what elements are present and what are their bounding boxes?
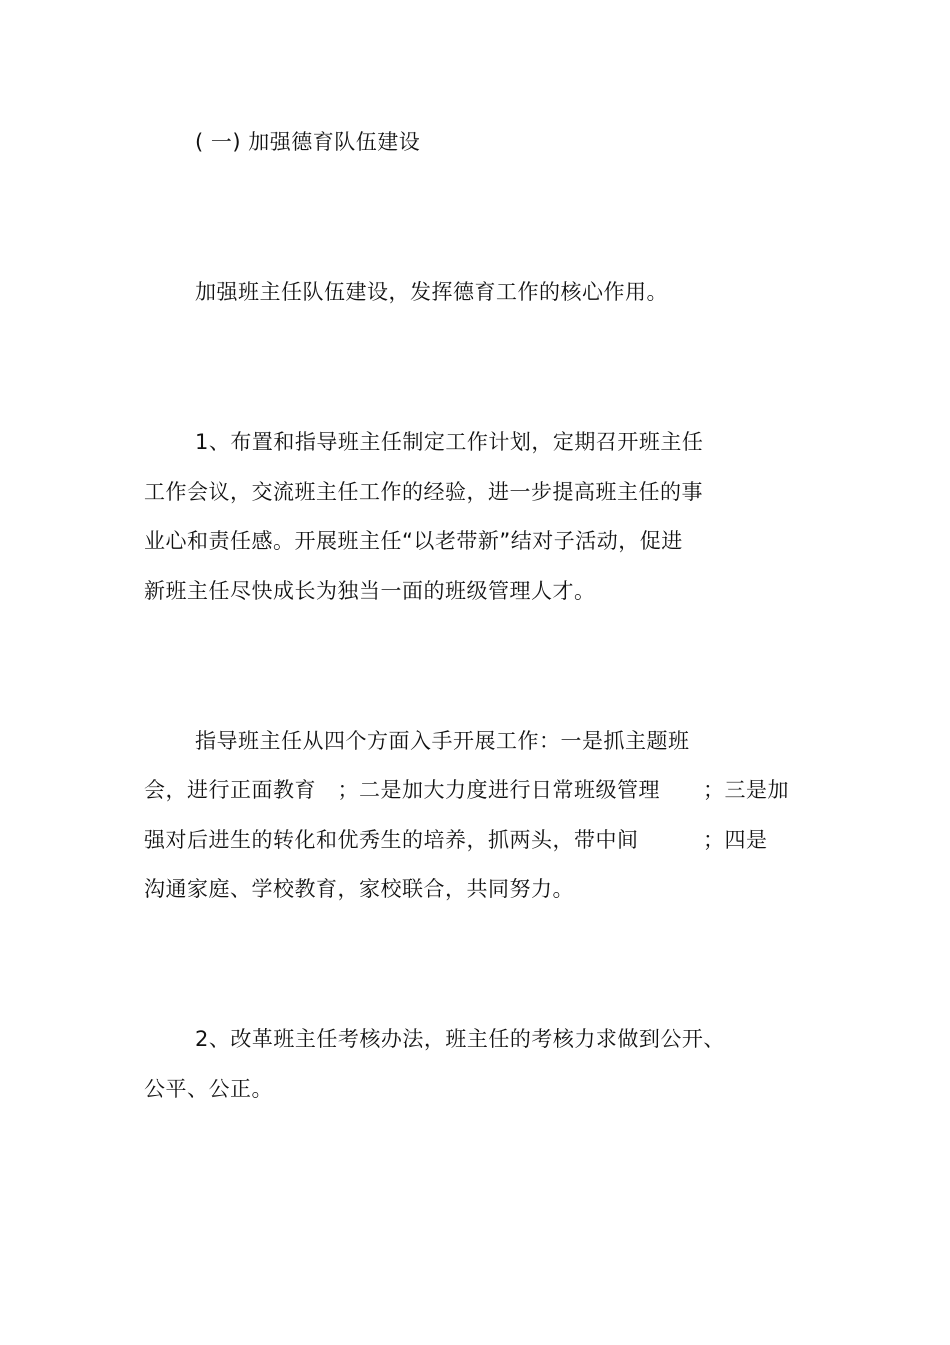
paragraph-2-line-2: 会，进行正面教育 ；二是加大力度进行日常班级管理 ；三是加	[144, 778, 789, 802]
paragraph-1-line-2: 工作会议，交流班主任工作的经验，进一步提高班主任的事	[144, 480, 703, 504]
paragraph-1-line-1: 1、布置和指导班主任制定工作计划，定期召开班主任	[195, 430, 704, 454]
paragraph-2-line-1: 指导班主任从四个方面入手开展工作：一是抓主题班	[195, 729, 690, 753]
intro-paragraph: 加强班主任队伍建设，发挥德育工作的核心作用。	[195, 280, 668, 304]
paragraph-2-line-4: 沟通家庭、学校教育，家校联合，共同努力。	[144, 877, 574, 901]
paragraph-1-line-4: 新班主任尽快成长为独当一面的班级管理人才。	[144, 579, 596, 603]
paragraph-3-line-1: 2、改革班主任考核办法，班主任的考核力求做到公开、	[195, 1027, 725, 1051]
paragraph-2-line-3: 强对后进生的转化和优秀生的培养，抓两头，带中间 ；四是	[144, 828, 768, 852]
paragraph-3-line-2: 公平、公正。	[144, 1077, 273, 1101]
section-heading: ( 一) 加强德育队伍建设	[195, 130, 421, 154]
paragraph-1-line-3: 业心和责任感。开展班主任“以老带新”结对子活动，促进	[144, 529, 683, 553]
